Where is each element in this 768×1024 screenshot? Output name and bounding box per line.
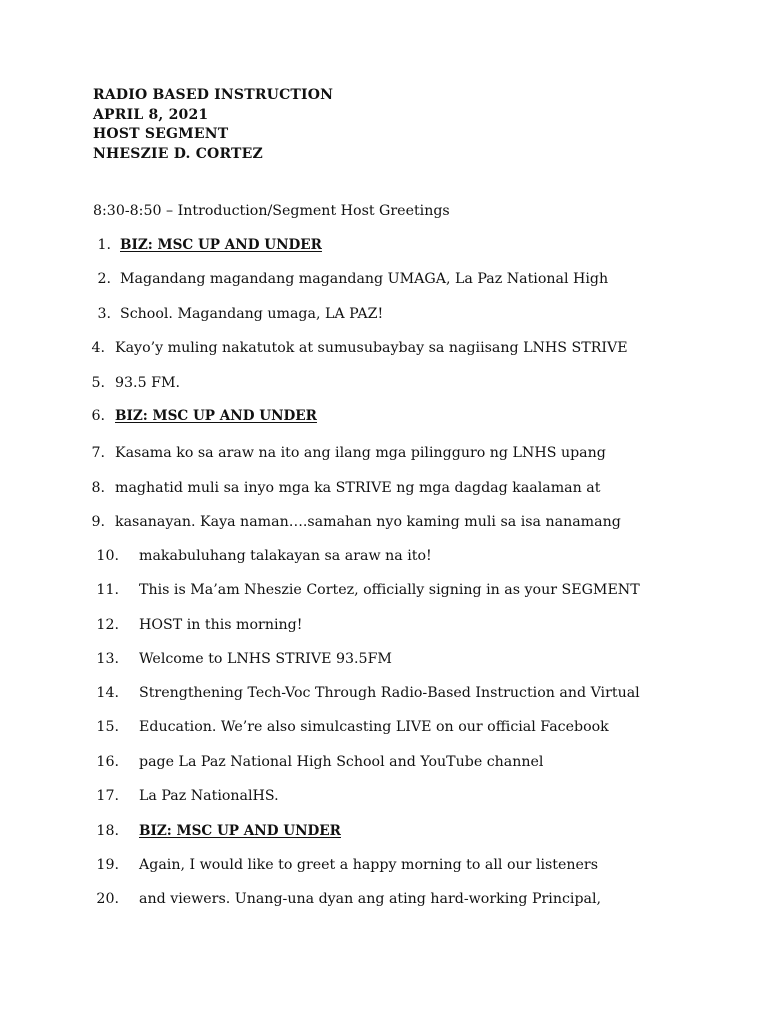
header-author: NHESZIE D. CORTEZ [93, 145, 263, 162]
script-line [0, 269, 700, 289]
line-text: BIZ: MSC UP AND UNDER [115, 408, 317, 424]
line-text: 93.5 FM. [115, 375, 180, 391]
line-text: page La Paz National High School and YouTube channel [139, 754, 544, 770]
script-line [0, 304, 700, 324]
script-line [0, 338, 700, 358]
script-line [0, 821, 700, 841]
script-line [0, 615, 700, 635]
script-line [0, 786, 700, 806]
script-line [0, 546, 700, 566]
line-text: Education. We’re also simulcasting LIVE on our official Facebook [139, 719, 609, 735]
line-number: 17. [96, 788, 119, 804]
line-number: 19. [96, 857, 119, 873]
line-number: 6. [91, 408, 105, 424]
script-line [0, 443, 700, 463]
line-number: 5. [91, 375, 105, 391]
line-number: 3. [97, 306, 111, 322]
intro-line: 8:30-8:50 – Introduction/Segment Host Greetings [93, 203, 450, 219]
document-header [93, 86, 333, 164]
line-number: 11. [96, 582, 119, 598]
line-number: 18. [96, 823, 119, 839]
line-number: 13. [96, 651, 119, 667]
line-number: 16. [96, 754, 119, 770]
line-text: maghatid muli sa inyo mga ka STRIVE ng mga dagdag kaalaman at [115, 480, 601, 496]
line-text: Kayo’y muling nakatutok at sumusubaybay sa nagiisang LNHS STRIVE [115, 340, 628, 356]
header-segment: HOST SEGMENT [93, 126, 229, 142]
header-date: APRIL 8, 2021 [93, 106, 209, 123]
line-number: 7. [91, 445, 105, 461]
script-line [0, 855, 700, 875]
line-text: Welcome to LNHS STRIVE 93.5FM [139, 651, 392, 667]
script-line [0, 752, 700, 772]
line-text: and viewers. Unang-una dyan ang ating hard-working Principal, [139, 891, 602, 907]
line-number: 1. [97, 237, 111, 253]
line-number: 9. [91, 514, 105, 530]
line-text: Magandang magandang magandang UMAGA, La Paz National High [120, 271, 609, 287]
line-number: 4. [91, 340, 105, 356]
line-text: La Paz NationalHS. [139, 788, 279, 804]
script-line [0, 373, 700, 393]
line-number: 20. [96, 891, 119, 907]
script-line [0, 478, 700, 498]
line-text: Strengthening Tech-Voc Through Radio-Based Instruction and Virtual [139, 685, 640, 701]
script-line [0, 406, 700, 426]
script-line [0, 512, 700, 532]
script-line [0, 580, 700, 600]
line-number: 12. [96, 617, 119, 633]
line-number: 2. [97, 271, 111, 287]
script-line [0, 889, 700, 909]
line-text: School. Magandang umaga, LA PAZ! [120, 306, 384, 322]
script-line [0, 235, 700, 255]
line-text: BIZ: MSC UP AND UNDER [120, 237, 322, 253]
line-text: BIZ: MSC UP AND UNDER [139, 823, 341, 839]
script-line [0, 649, 700, 669]
line-text: This is Ma’am Nheszie Cortez, officially signing in as your SEGMENT [139, 582, 640, 598]
line-number: 14. [96, 685, 119, 701]
line-number: 8. [91, 480, 105, 496]
line-number: 10. [96, 548, 119, 564]
line-text: Kasama ko sa araw na ito ang ilang mga pilingguro ng LNHS upang [115, 445, 606, 461]
script-line [0, 683, 700, 703]
line-text: HOST in this morning! [139, 617, 303, 633]
script-line [0, 717, 700, 737]
line-text: kasanayan. Kaya naman….samahan nyo kaming muli sa isa nanamang [115, 514, 621, 530]
line-text: makabuluhang talakayan sa araw na ito! [139, 548, 432, 564]
line-number: 15. [96, 719, 119, 735]
header-title: RADIO BASED INSTRUCTION [93, 87, 334, 103]
line-text: Again, I would like to greet a happy morning to all our listeners [139, 857, 598, 873]
